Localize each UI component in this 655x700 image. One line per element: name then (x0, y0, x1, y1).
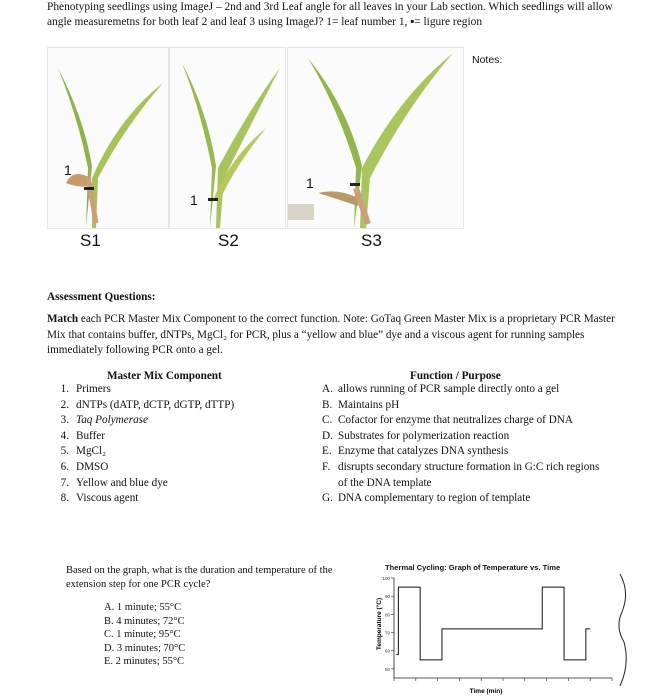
chart-y-tick-label: 90 (384, 594, 390, 600)
component-list (47, 382, 307, 507)
function-item: D. Substrates for polymerization reaction (322, 429, 510, 442)
thermal-cycling-chart (372, 572, 634, 698)
answer-option: E. 2 minutes; 55°C (104, 656, 185, 668)
chart-series-line (396, 587, 590, 660)
chart-brace (619, 574, 626, 686)
seedling-label-s3: S3 (361, 231, 382, 250)
leaf-marker-s2: 1 (190, 192, 198, 208)
extension-question: Based on the graph, what is the duration and temperature of the extension step for one PCR cycle? (66, 565, 333, 590)
function-list (322, 382, 622, 507)
seedling-photo-s1 (47, 47, 169, 229)
intro-line-2: angle measuremetns for both leaf 2 and leaf 3 using ImageJ? 1= leaf number 1, ▪= ligure region (47, 16, 483, 28)
component-item: 5. MgCl₂ (60, 445, 107, 458)
match-instructions (47, 312, 615, 359)
leaf-marker-s3: 1 (306, 175, 314, 191)
seedling-photo-s3 (287, 47, 464, 229)
function-item: C. Cofactor for enzyme that neutralizes charge of DNA (322, 414, 573, 427)
chart-y-tick-label: 100 (382, 576, 390, 581)
component-item: 6. DMSO (60, 460, 109, 473)
component-item: 7. Yellow and blue dye (60, 476, 168, 489)
intro-line-1: Phenotyping seedlings using ImageJ – 2nd and 3rd Leaf angle for all leaves in your Lab section. Which seedlings will allow (47, 1, 613, 13)
chart-y-tick-label: 60 (384, 648, 390, 654)
function-column (322, 370, 622, 507)
match-bold: Match (47, 313, 79, 325)
function-item: B. Maintains pH (322, 398, 400, 411)
component-column-title: Master Mix Component (107, 370, 222, 382)
component-item: 2. dNTPs (dATP, dCTP, dGTP, dTTP) (60, 398, 235, 411)
function-item: G. DNA complementary to region of template (322, 492, 531, 505)
component-column (47, 370, 307, 507)
component-item: 4. Buffer (60, 429, 105, 442)
intro-text (47, 0, 637, 30)
chart-y-tick-label: 50 (384, 666, 390, 672)
component-item: 8. Viscous agent (60, 492, 139, 505)
seedling-label-s1: S1 (80, 231, 101, 250)
answer-option: A. 1 minute; 55°C (104, 602, 182, 613)
match-text: each PCR Master Mix Component to the correct function. Note: GoTaq Green Master Mix is a proprietary PCR Master Mix that contains buffer, dNTPs, MgCl₂ for PCR, plus a “yellow and blue” dye and a viscous agent for running samples immediately following PCR onto a gel. (47, 313, 615, 357)
chart-y-tick-label: 80 (384, 612, 390, 618)
component-item: 3. Taq Polymerase (60, 414, 148, 427)
answer-option: B. 4 minutes; 72°C (104, 615, 185, 627)
chart-ylabel: Temperature (°C) (376, 597, 383, 651)
answer-options (104, 601, 185, 669)
seedling-s1-drawing (48, 48, 168, 228)
seedling-s3-drawing (288, 48, 463, 228)
seedling-label-s2: S2 (218, 231, 239, 250)
chart-xlabel: Time (min) (469, 688, 503, 695)
seedling-photo-s2 (169, 47, 286, 229)
assessment-heading: Assessment Questions: (47, 291, 156, 303)
chart-y-tick-label: 70 (384, 630, 390, 636)
function-item: F. disrupts secondary structure formation in G:C rich regions of the DNA template (322, 460, 600, 489)
component-item: 1. Primers (60, 383, 111, 395)
seedling-s2-drawing (170, 48, 285, 228)
chart-title: Thermal Cycling: Graph of Temperature vs. Time (385, 563, 561, 572)
function-item: A. allows running of PCR sample directly onto a gel (322, 383, 560, 395)
answer-option: D. 3 minutes; 70°C (104, 642, 186, 654)
notes-label: Notes: (472, 54, 503, 66)
function-item: E. Enzyme that catalyzes DNA synthesis (322, 445, 509, 458)
function-column-title: Function / Purpose (410, 370, 501, 382)
leaf-marker-s1: 1 (64, 162, 72, 178)
answer-option: C. 1 minute; 95°C (104, 629, 181, 641)
